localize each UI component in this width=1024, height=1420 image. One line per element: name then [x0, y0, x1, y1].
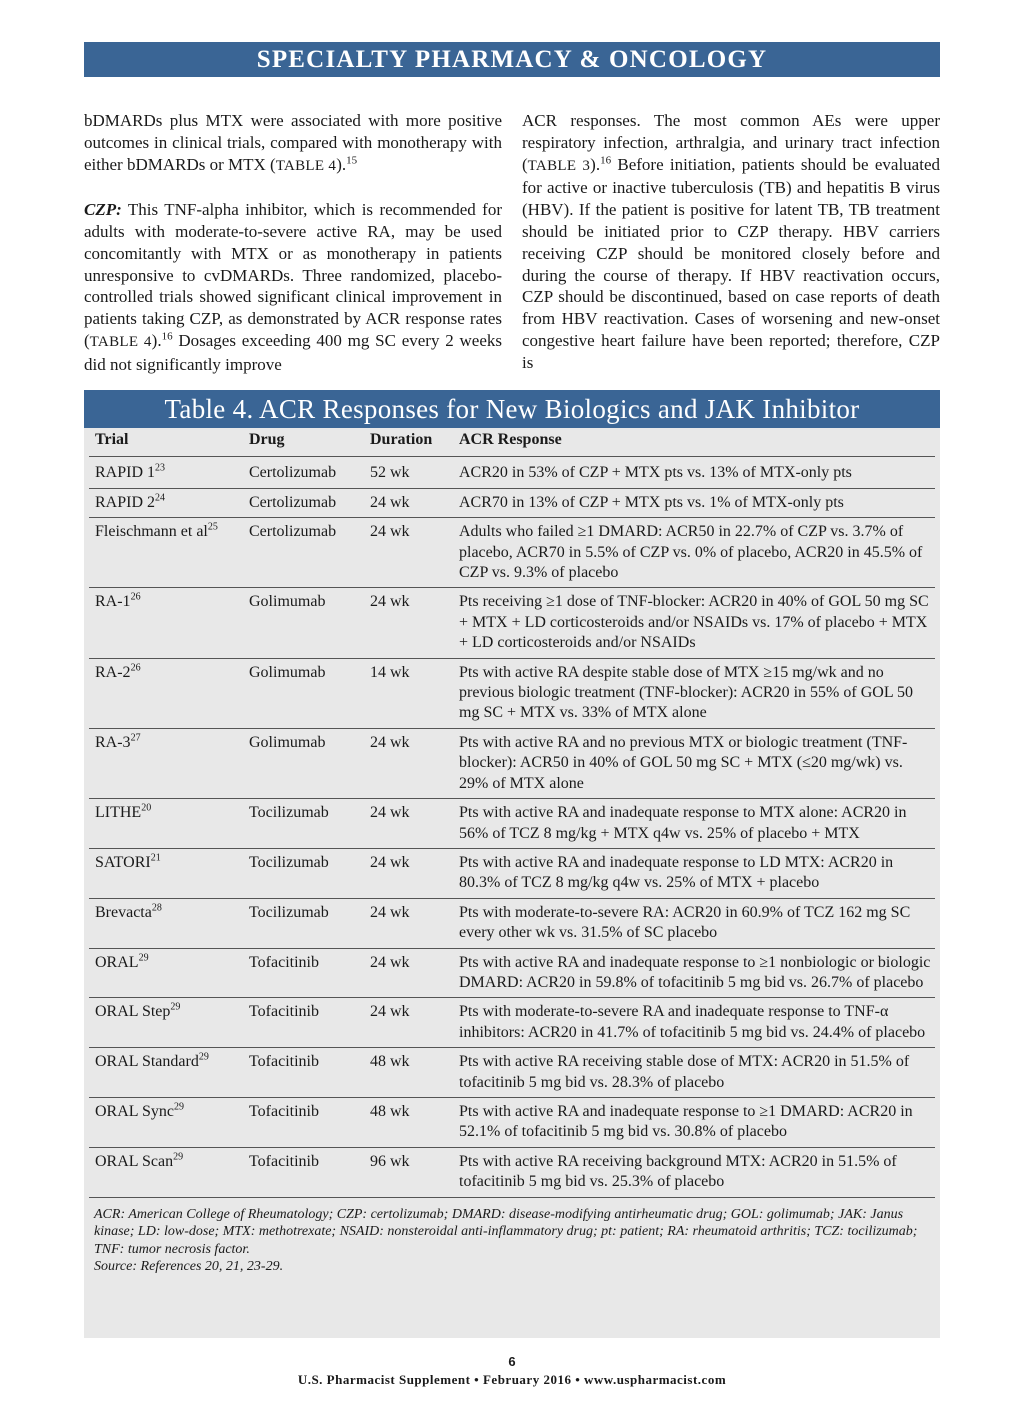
cell-trial — [89, 998, 249, 1048]
table-row — [89, 518, 935, 588]
cell-acr-response: Pts with moderate-to-severe RA: ACR20 in 60.9% of TCZ 162 mg SC every other wk vs. 31.5% of SC placebo — [459, 898, 935, 948]
trial-name: RAPID 2 — [95, 493, 156, 511]
reference-superscript: 29 — [173, 1101, 184, 1113]
cell-drug: Certolizumab — [249, 518, 370, 588]
trial-name: RAPID 1 — [95, 464, 156, 482]
cell-trial — [89, 457, 249, 488]
trial-name: SATORI — [95, 853, 151, 871]
table-header-row — [89, 428, 935, 457]
trial-name: ORAL Standard — [95, 1053, 199, 1071]
cell-trial — [89, 488, 249, 517]
cell-drug: Certolizumab — [249, 457, 370, 488]
table-reference: TABLE 4 — [275, 157, 337, 174]
table-row — [89, 848, 935, 898]
reference-superscript: 23 — [155, 463, 166, 475]
reference-superscript: 29 — [138, 952, 149, 964]
section-title: SPECIALTY PHARMACY & ONCOLOGY — [256, 45, 768, 73]
cell-acr-response: ACR70 in 13% of CZP + MTX pts vs. 1% of MTX-only pts — [459, 488, 935, 517]
table-row — [89, 948, 935, 998]
table-row — [89, 1097, 935, 1147]
cell-duration: 48 wk — [370, 1097, 459, 1147]
cell-trial — [89, 799, 249, 849]
cell-acr-response: Pts with active RA and inadequate response to LD MTX: ACR20 in 80.3% of TCZ 8 mg/kg q4w vs. 25% of MTX + placebo — [459, 848, 935, 898]
cell-duration: 24 wk — [370, 898, 459, 948]
paragraph-text: ). — [336, 154, 347, 174]
cell-duration: 24 wk — [370, 998, 459, 1048]
cell-trial — [89, 728, 249, 798]
reference-superscript: 29 — [198, 1051, 209, 1063]
cell-trial — [89, 1147, 249, 1197]
acr-response-table — [84, 390, 940, 1338]
paragraph-czp — [84, 199, 502, 375]
table-row — [89, 1147, 935, 1197]
trial-name: Fleischmann et al — [95, 523, 208, 541]
table-row — [89, 658, 935, 728]
trial-name: ORAL Sync — [95, 1102, 174, 1120]
cell-duration: 24 wk — [370, 518, 459, 588]
citation-superscript: 15 — [346, 153, 358, 166]
cell-drug: Certolizumab — [249, 488, 370, 517]
paragraph-text: Dosages exceeding 400 mg SC every 2 weeks did not significantly improve — [84, 330, 502, 374]
table-row — [89, 457, 935, 488]
reference-superscript: 21 — [150, 852, 161, 864]
trial-name: ORAL Scan — [95, 1152, 174, 1170]
table-row — [89, 799, 935, 849]
reference-superscript: 29 — [170, 1002, 181, 1014]
trial-name: ORAL — [95, 953, 139, 971]
trial-name: RA-2 — [95, 663, 131, 681]
cell-duration: 48 wk — [370, 1048, 459, 1098]
cell-duration: 24 wk — [370, 488, 459, 517]
trial-name: RA-1 — [95, 593, 131, 611]
reference-superscript: 26 — [130, 592, 141, 604]
paragraph-bdmards — [84, 110, 502, 177]
body-column-left — [84, 110, 502, 376]
table-row — [89, 898, 935, 948]
czp-heading: CZP: — [84, 200, 122, 220]
reference-superscript: 26 — [130, 662, 141, 674]
cell-drug: Tocilizumab — [249, 848, 370, 898]
paragraph-text: Before initiation, patients should be evaluated for active or inactive tuberculosis (TB) and hepatitis B virus (HBV). If the patient is positive for latent TB, TB treatment should be initiated prior to CZP therapy. HBV carriers receiving CZP should be monitored closely before and during the course of therapy. If HBV reactivation occurs, CZP should be discontinued, based on case reports of death from HBV reactivation. Cases of worsening and new-onset congestive heart failure have been reported; therefore, CZP is — [522, 154, 940, 372]
cell-drug: Tocilizumab — [249, 898, 370, 948]
trial-name: LITHE — [95, 804, 142, 822]
citation-superscript: 16 — [600, 153, 612, 166]
cell-duration: 24 wk — [370, 948, 459, 998]
paragraph-text: ). — [590, 154, 601, 174]
cell-acr-response: ACR20 in 53% of CZP + MTX pts vs. 13% of MTX-only pts — [459, 457, 935, 488]
cell-trial — [89, 658, 249, 728]
cell-acr-response: Pts receiving ≥1 dose of TNF-blocker: ACR20 in 40% of GOL 50 mg SC + MTX + LD corticosteroids and/or NSAIDs vs. 17% of placebo + MTX + LD corticosteroids and/or NSAIDs — [459, 588, 935, 658]
cell-drug: Tocilizumab — [249, 799, 370, 849]
column-header-duration: Duration — [370, 428, 459, 457]
cell-trial — [89, 848, 249, 898]
table-grid — [89, 428, 935, 1198]
table-body — [89, 457, 935, 1197]
table-reference: TABLE 3 — [527, 157, 591, 174]
publication-footer: U.S. Pharmacist Supplement • February 2016 • www.uspharmacist.com — [297, 1372, 727, 1387]
cell-acr-response: Pts with active RA and inadequate response to MTX alone: ACR20 in 56% of TCZ 8 mg/kg + MTX q4w vs. 25% of placebo + MTX — [459, 799, 935, 849]
cell-duration: 24 wk — [370, 848, 459, 898]
cell-duration: 24 wk — [370, 799, 459, 849]
reference-superscript: 25 — [207, 521, 218, 533]
cell-trial — [89, 948, 249, 998]
reference-superscript: 27 — [130, 732, 141, 744]
reference-superscript: 24 — [155, 492, 166, 504]
table-notes — [94, 1206, 928, 1276]
table-row — [89, 998, 935, 1048]
cell-drug: Golimumab — [249, 588, 370, 658]
cell-drug: Tofacitinib — [249, 998, 370, 1048]
cell-drug: Tofacitinib — [249, 1097, 370, 1147]
reference-superscript: 29 — [173, 1151, 184, 1163]
trial-name: RA-3 — [95, 733, 131, 751]
trial-name: Brevacta — [95, 903, 152, 921]
body-column-right — [522, 110, 940, 374]
citation-superscript: 16 — [161, 330, 173, 343]
table-row — [89, 728, 935, 798]
cell-trial — [89, 1097, 249, 1147]
cell-acr-response: Pts with moderate-to-severe RA and inadequate response to TNF-α inhibitors: ACR20 in 41.7% of tofacitinib 5 mg bid vs. 24.4% of placebo — [459, 998, 935, 1048]
column-header-drug: Drug — [249, 428, 370, 457]
reference-superscript: 28 — [151, 902, 162, 914]
column-header-trial: Trial — [89, 428, 249, 457]
cell-drug: Golimumab — [249, 728, 370, 798]
cell-trial — [89, 898, 249, 948]
column-header-acr-response: ACR Response — [459, 428, 935, 457]
cell-drug: Tofacitinib — [249, 1147, 370, 1197]
trial-name: ORAL Step — [95, 1003, 171, 1021]
cell-trial — [89, 518, 249, 588]
cell-acr-response: Pts with active RA despite stable dose of MTX ≥15 mg/wk and no previous biologic treatment (TNF-blocker): ACR20 in 55% of GOL 50 mg SC + MTX vs. 33% of MTX alone — [459, 658, 935, 728]
cell-acr-response: Adults who failed ≥1 DMARD: ACR50 in 22.7% of CZP vs. 3.7% of placebo, ACR70 in 5.5% of CZP vs. 0% of placebo, ACR20 in 45.5% of CZP vs. 9.3% of placebo — [459, 518, 935, 588]
abbreviations-note: ACR: American College of Rheumatology; CZP: certolizumab; DMARD: disease-modifying antirheumatic drug; GOL: golimumab; JAK: Janus kinase; LD: low-dose; MTX: methotrexate; NSAID: nonsteroidal anti-inflammatory drug; pt: patient; RA: rheumatoid arthritis; TCZ: tocilizumab; TNF: tumor necrosis factor. — [94, 1206, 918, 1257]
cell-drug: Golimumab — [249, 658, 370, 728]
cell-acr-response: Pts with active RA and no previous MTX or biologic treatment (TNF-blocker): ACR50 in 40% of GOL 50 mg SC + MTX (≤20 mg/wk) vs. 29% of MTX alone — [459, 728, 935, 798]
cell-acr-response: Pts with active RA and inadequate response to ≥1 DMARD: ACR20 in 52.1% of tofacitinib 5 mg bid vs. 30.8% of placebo — [459, 1097, 935, 1147]
cell-acr-response: Pts with active RA receiving stable dose of MTX: ACR20 in 51.5% of tofacitinib 5 mg bid vs. 28.3% of placebo — [459, 1048, 935, 1098]
page-number: 6 — [508, 1354, 516, 1369]
table-row — [89, 1048, 935, 1098]
cell-duration: 52 wk — [370, 457, 459, 488]
cell-trial — [89, 1048, 249, 1098]
cell-trial — [89, 588, 249, 658]
cell-duration: 24 wk — [370, 728, 459, 798]
cell-duration: 24 wk — [370, 588, 459, 658]
paragraph-text: bDMARDs plus MTX were associated with more positive outcomes in clinical trials, compared with monotherapy with either bDMARDs or MTX ( — [84, 111, 502, 174]
paragraph-text: ACR responses. The most common AEs were upper respiratory infection, arthralgia, and urinary tract infection ( — [522, 111, 940, 174]
cell-duration: 14 wk — [370, 658, 459, 728]
table-row — [89, 488, 935, 517]
paragraph-text: This TNF-alpha inhibitor, which is recommended for adults with moderate-to-severe active RA, may be used concomitantly with MTX or as monotherapy in patients unresponsive to cvDMARDs. Three randomized, placebo-controlled trials showed significant clinical improvement in patients taking CZP, as demonstrated by ACR response rates ( — [84, 200, 502, 350]
paragraph-text: ). — [151, 330, 162, 350]
cell-drug: Tofacitinib — [249, 1048, 370, 1098]
cell-acr-response: Pts with active RA and inadequate response to ≥1 nonbiologic or biologic DMARD: ACR20 in 59.8% of tofacitinib 5 mg bid vs. 26.7% of placebo — [459, 948, 935, 998]
cell-drug: Tofacitinib — [249, 948, 370, 998]
paragraph-czp-continued — [522, 110, 940, 374]
source-note: Source: References 20, 21, 23-29. — [94, 1259, 284, 1275]
table-reference: TABLE 4 — [89, 333, 152, 350]
cell-duration: 96 wk — [370, 1147, 459, 1197]
reference-superscript: 20 — [141, 802, 152, 814]
table-title: Table 4. ACR Responses for New Biologics and JAK Inhibitor — [84, 390, 940, 428]
cell-acr-response: Pts with active RA receiving background MTX: ACR20 in 51.5% of tofacitinib 5 mg bid vs. 25.3% of placebo — [459, 1147, 935, 1197]
table-row — [89, 588, 935, 658]
section-banner — [84, 42, 940, 77]
